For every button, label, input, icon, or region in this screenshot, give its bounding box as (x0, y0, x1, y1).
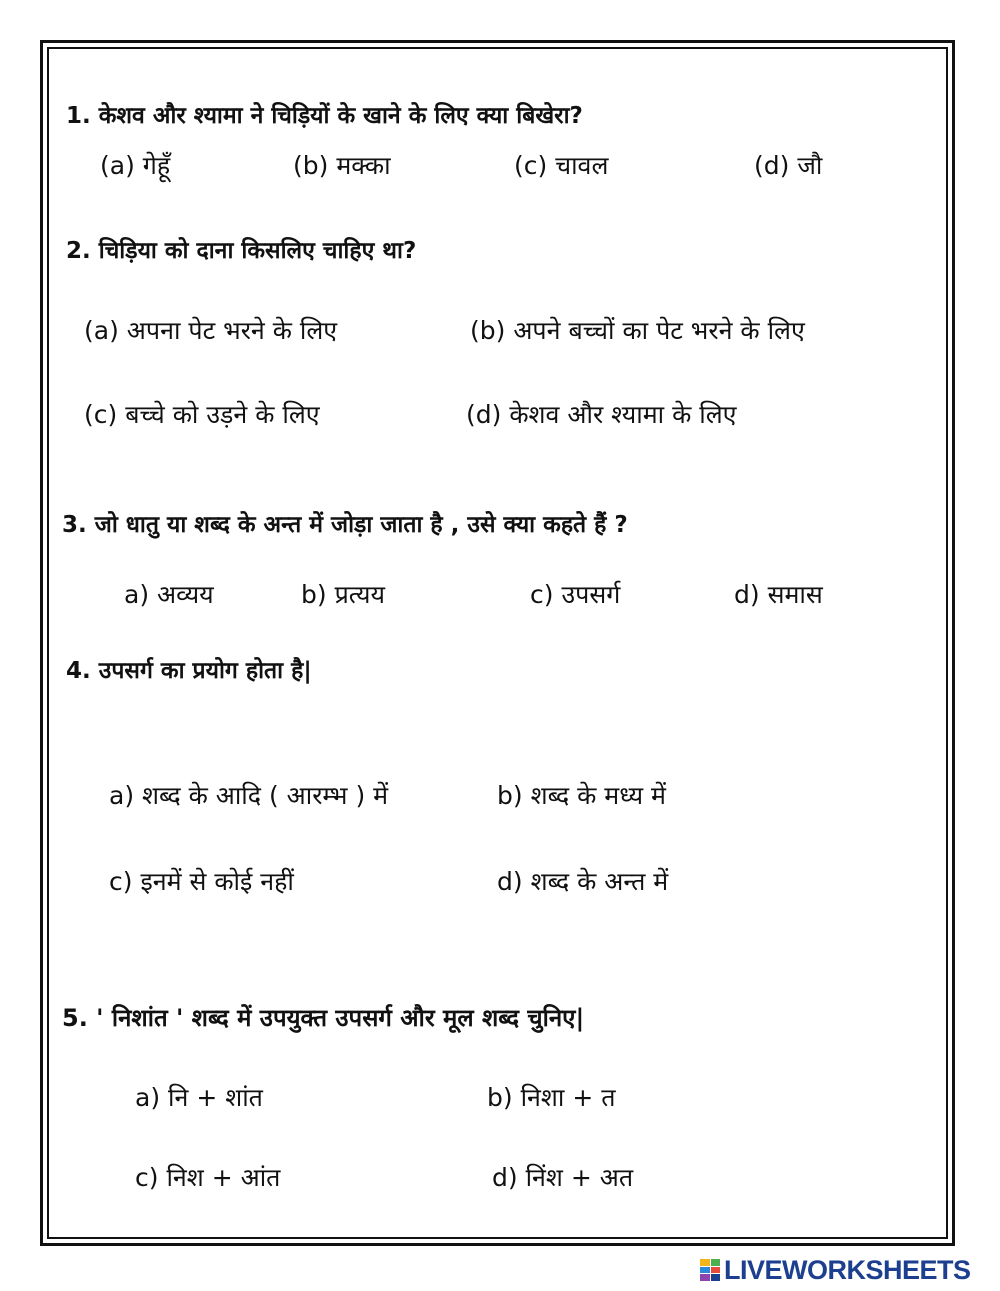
q5-option-c[interactable]: c) निश + आंत (135, 1163, 281, 1192)
q1-option-c[interactable]: (c) चावल (514, 151, 609, 180)
question-5: 5. ' निशांत ' शब्द में उपयुक्त उपसर्ग और मूल शब्द चुनिए| (62, 1004, 585, 1032)
q3-option-c[interactable]: c) उपसर्ग (530, 580, 621, 609)
q1-option-a[interactable]: (a) गेहूँ (100, 151, 171, 180)
logo-blocks-icon (700, 1259, 720, 1281)
q5-option-a[interactable]: a) नि + शांत (135, 1083, 263, 1112)
q3-option-b[interactable]: b) प्रत्यय (301, 580, 386, 609)
q2-option-b[interactable]: (b) अपने बच्चों का पेट भरने के लिए (470, 316, 805, 345)
q3-option-a[interactable]: a) अव्यय (124, 580, 214, 609)
q5-option-d[interactable]: d) निंश + अत (492, 1163, 634, 1192)
question-2: 2. चिड़िया को दाना किसलिए चाहिए था? (66, 238, 417, 264)
q4-option-b[interactable]: b) शब्द के मध्य में (497, 781, 667, 810)
q2-option-a[interactable]: (a) अपना पेट भरने के लिए (84, 316, 338, 345)
liveworksheets-logo (700, 1255, 971, 1285)
q1-option-b[interactable]: (b) मक्का (293, 151, 391, 180)
q1-option-d[interactable]: (d) जौ (754, 151, 823, 180)
worksheet-border-inner (47, 47, 948, 1239)
q3-option-d[interactable]: d) समास (734, 580, 823, 609)
q2-option-c[interactable]: (c) बच्चे को उड़ने के लिए (84, 400, 320, 429)
question-1: 1. केशव और श्यामा ने चिड़ियों के खाने के लिए क्या बिखेरा? (66, 103, 583, 129)
question-4: 4. उपसर्ग का प्रयोग होता है| (66, 658, 312, 684)
q4-option-c[interactable]: c) इनमें से कोई नहीं (109, 867, 294, 896)
q5-option-b[interactable]: b) निशा + त (487, 1083, 616, 1112)
q4-option-a[interactable]: a) शब्द के आदि ( आरम्भ ) में (109, 781, 389, 810)
question-3: 3. जो धातु या शब्द के अन्त में जोड़ा जाता है , उसे क्या कहते हैं ? (62, 512, 628, 538)
q4-option-d[interactable]: d) शब्द के अन्त में (497, 867, 669, 896)
logo-text: LIVEWORKSHEETS (724, 1254, 971, 1285)
q2-option-d[interactable]: (d) केशव और श्यामा के लिए (466, 400, 737, 429)
